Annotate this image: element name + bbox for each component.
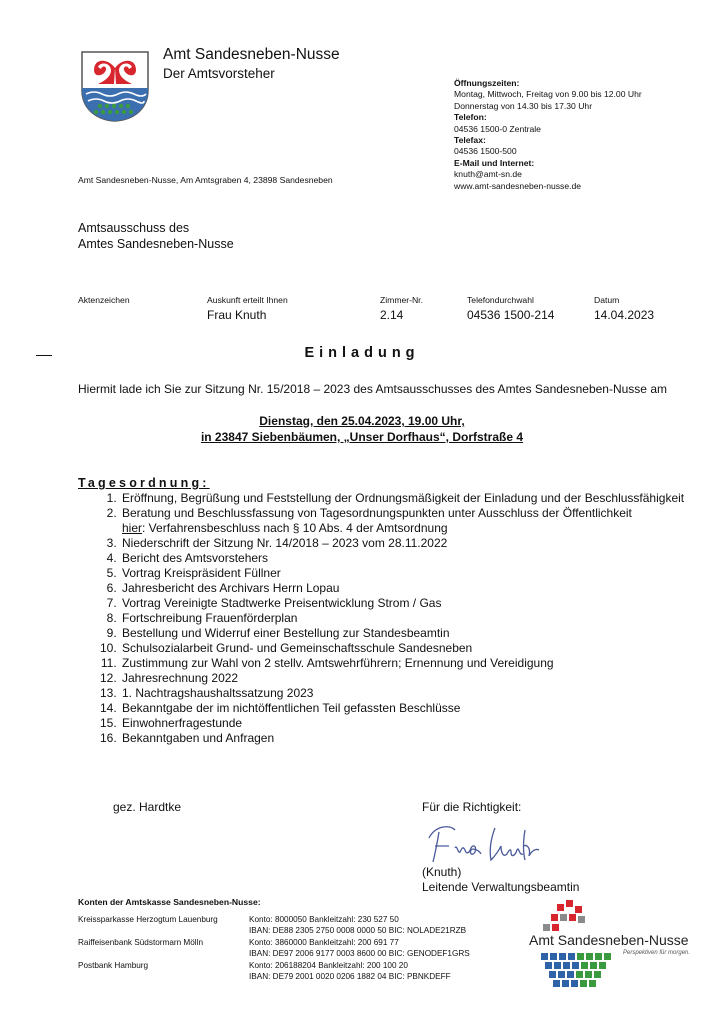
agenda-title: Tagesordnung: (78, 476, 210, 490)
bank-account: Konto: 8000050 Bankleitzahl: 230 527 50 (249, 915, 399, 924)
agenda-item: 4. Bericht des Amtsvorstehers (120, 551, 720, 566)
auskunft-value: Frau Knuth (207, 308, 267, 322)
agenda-item: 11. Zustimmung zur Wahl von 2 stellv. Amtswehrführern; Ernennung und Vereidigung (120, 656, 720, 671)
agenda-item-subnote (122, 521, 448, 535)
logo-square (550, 953, 557, 960)
agenda-item: 16. Bekanntgaben und Anfragen (120, 731, 720, 746)
agenda-item: 6. Jahresbericht des Archivars Herrn Lopau (120, 581, 720, 596)
logo-grid (541, 953, 611, 987)
logo-square (576, 971, 583, 978)
logo-square (595, 953, 602, 960)
logo-square (586, 953, 593, 960)
signer-role: Leitende Verwaltungsbeamtin (422, 880, 580, 894)
meeting-date: Dienstag, den 25.04.2023, 19.00 Uhr, (259, 414, 465, 428)
sender-line: Amt Sandesneben-Nusse, Am Amtsgraben 4, 23898 Sandesneben (78, 175, 333, 185)
logo-square (563, 962, 570, 969)
bank-name: Raiffeisenbank Südstormarn Mölln (78, 938, 203, 947)
logo-square (580, 980, 587, 987)
agenda-item: 8. Fortschreibung Frauenförderplan (120, 611, 720, 626)
bank-account: Konto: 206188204 Bankleitzahl: 200 100 20 (249, 961, 408, 970)
org-name: Amt Sandesneben-Nusse (163, 46, 340, 63)
zimmer-label: Zimmer-Nr. (380, 295, 423, 305)
datum-label: Datum (594, 295, 620, 305)
fax-label: Telefax: (454, 135, 486, 146)
coat-of-arms-icon (80, 50, 150, 122)
logo-square (577, 953, 584, 960)
agenda-item: 13. 1. Nachtragshaushaltssatzung 2023 (120, 686, 720, 701)
email: knuth@amt-sn.de (454, 169, 522, 180)
logo-square (568, 953, 575, 960)
agenda-item: 7. Vortrag Vereinigte Stadtwerke Preisentwicklung Strom / Gas (120, 596, 720, 611)
recipient-line-1: Amtsausschuss des (78, 221, 190, 235)
agenda-item: 14. Bekanntgabe der im nichtöffentlichen Teil gefassten Beschlüsse (120, 701, 720, 716)
logo-square (558, 971, 565, 978)
org-subtitle: Der Amtsvorsteher (163, 66, 275, 81)
logo-square (545, 962, 552, 969)
agenda-item: 5. Vortrag Kreispräsident Füllner (120, 566, 720, 581)
logo-square (562, 980, 569, 987)
logo-square (559, 953, 566, 960)
zimmer-value: 2.14 (380, 308, 404, 322)
signer-name: (Knuth) (422, 865, 462, 879)
recipient (78, 220, 234, 252)
agenda-item: 15. Einwohnerfragestunde (120, 716, 720, 731)
contact-block (454, 78, 714, 192)
website: www.amt-sandesneben-nusse.de (454, 180, 582, 191)
auskunft-label: Auskunft erteilt Ihnen (207, 295, 288, 305)
logo-square (549, 971, 556, 978)
hours-line-2: Donnerstag von 14.30 bis 17.30 Uhr (454, 100, 593, 111)
agenda-item (120, 506, 720, 536)
bank-iban: IBAN: DE88 2305 2750 0008 0000 50 BIC: NOLADE21RZB (249, 926, 467, 935)
agenda-list (78, 491, 720, 746)
signer-block (422, 865, 579, 895)
hours-line-1: Montag, Mittwoch, Freitag von 9.00 bis 12.00 Uhr (454, 89, 642, 100)
bank-iban: IBAN: DE79 2001 0020 0206 1882 04 BIC: PBNKDEFF (249, 972, 451, 981)
signature-right-label: Für die Richtigkeit: (422, 800, 522, 814)
agenda-item: 12. Jahresrechnung 2022 (120, 671, 720, 686)
logo-square (553, 980, 560, 987)
bank-name: Kreissparkasse Herzogtum Lauenburg (78, 915, 218, 924)
amt-logo (527, 898, 697, 990)
agenda-item: 3. Niederschrift der Sitzung Nr. 14/2018 – 2023 vom 28.11.2022 (120, 536, 720, 551)
logo-square (572, 962, 579, 969)
agenda-item-text: Beratung und Beschlussfassung von Tagesordnungspunkten unter Ausschluss der Öffentlichkeit (122, 506, 632, 520)
logo-square (599, 962, 606, 969)
bank-iban: IBAN: DE97 2006 9177 0003 8600 00 BIC: GENODEF1GRS (249, 949, 470, 958)
agenda-item: 10. Schulsozialarbeit Grund- und Gemeinschaftsschule Sandesneben (120, 641, 720, 656)
logo-name: Amt Sandesneben-Nusse (529, 932, 689, 948)
logo-square (554, 962, 561, 969)
logo-square (571, 980, 578, 987)
bank-name: Postbank Hamburg (78, 961, 149, 970)
logo-tagline: Perspektiven für morgen. (623, 950, 691, 956)
logo-square (585, 971, 592, 978)
logo-square (567, 971, 574, 978)
recipient-line-2: Amtes Sandesneben-Nusse (78, 237, 234, 251)
subnote-text: : Verfahrensbeschluss nach § 10 Abs. 4 der Amtsordnung (142, 521, 448, 535)
datum-value: 14.04.2023 (594, 308, 655, 322)
agenda-item: 1. Eröffnung, Begrüßung und Feststellung der Ordnungsmäßigkeit der Einladung und der Beschlussfähigkeit (120, 491, 720, 506)
logo-square (604, 953, 611, 960)
hours-label: Öffnungszeiten: (454, 78, 520, 88)
signature-left: gez. Hardtke (113, 800, 182, 814)
handwritten-signature (425, 820, 565, 868)
email-label: E-Mail und Internet: (454, 157, 535, 168)
letter-title: Einladung (304, 345, 420, 361)
logo-square (581, 962, 588, 969)
phone: 04536 1500-0 Zentrale (454, 123, 541, 134)
bank-account: Konto: 3860000 Bankleitzahl: 200 691 77 (249, 938, 399, 947)
phone-label: Telefon: (454, 112, 487, 123)
logo-square (541, 953, 548, 960)
logo-square (589, 980, 596, 987)
intro-text: Hiermit lade ich Sie zur Sitzung Nr. 15/2018 – 2023 des Amtsausschusses des Amtes Sandesneben-Nusse am (78, 382, 667, 396)
hier-label: hier (122, 521, 143, 535)
aktenzeichen-label: Aktenzeichen (78, 295, 130, 305)
telefon-label: Telefondurchwahl (467, 295, 534, 305)
meeting-location: in 23847 Siebenbäumen, „Unser Dorfhaus“, Dorfstraße 4 (200, 430, 524, 444)
logo-square (594, 971, 601, 978)
agenda-item: 9. Bestellung und Widerruf einer Bestellung zur Standesbeamtin (120, 626, 720, 641)
telefon-value: 04536 1500-214 (467, 308, 555, 322)
fax: 04536 1500-500 (454, 146, 517, 157)
logo-square (590, 962, 597, 969)
bank-heading: Konten der Amtskasse Sandesneben-Nusse: (78, 897, 261, 907)
